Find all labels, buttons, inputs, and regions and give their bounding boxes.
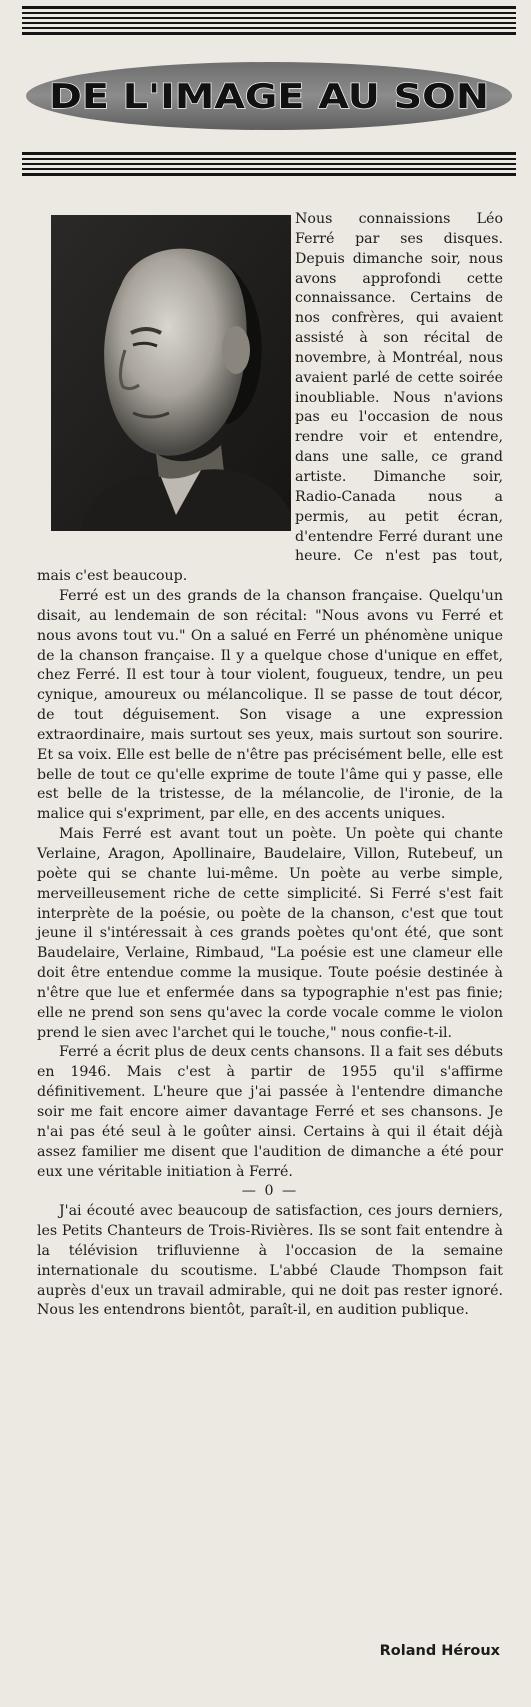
column-banner <box>24 60 514 132</box>
bottom-rules <box>22 152 516 182</box>
rule-line <box>22 173 516 176</box>
rule-line <box>22 27 516 29</box>
article-body <box>37 210 503 1321</box>
rule-line <box>22 32 516 35</box>
article-paragraph: J'ai écouté avec beaucoup de satisfaction, ces jours derniers, les Petits Chanteurs de Trois-Rivières. Ils se sont fait entendre à la télévision trifluvienne à l'occasion de la semaine internationale du scoutisme. L'abbé Claude Thompson fait auprès d'eux un travail admirable, qui ne doit pas rester ignoré. Nous les entendrons bientôt, paraît-il, en audition publique. <box>37 1203 503 1319</box>
rule-line <box>22 168 516 170</box>
rule-line <box>22 152 516 155</box>
article-paragraph: Mais Ferré est avant tout un poète. Un poète qui chante Verlaine, Aragon, Apollinaire, Baudelaire, Villon, Rutebeuf, un poète qui se chante lui-même. Un poète au verbe simple, merveilleusement riche de cette simplicité. Si Ferré s'est fait interprète de la poésie, ou poète de la chanson, c'est que tout jeune il s'intéressait à ces grands poètes qu'ont été, que sont Baudelaire, Verlaine, Rimbaud, "La poésie est une clameur elle doit être entendue comme la musique. Toute poésie destinée à n'être que lue et enfermée dans sa typographie n'est pas finie; elle ne prend son sens qu'avec la corde vocale comme le violon prend le sien avec l'archet qui le touche," nous confie-t-il. <box>37 826 503 1041</box>
rule-line <box>22 158 516 160</box>
rule-line <box>22 163 516 165</box>
author-signature: Roland Héroux <box>379 1643 500 1659</box>
rule-line <box>22 17 516 19</box>
rule-line <box>22 12 516 14</box>
banner-title: DE L'IMAGE AU SON <box>49 77 489 117</box>
photo-spacer <box>37 210 295 550</box>
top-rules <box>22 6 516 46</box>
rule-line <box>22 6 516 9</box>
article-paragraph: Ferré a écrit plus de deux cents chansons. Il a fait ses débuts en 1946. Mais c'est à partir de 1955 qu'il s'affirme définitivement. L'heure que j'ai passée à l'entendre dimanche soir me fait encore aimer davantage Ferré et ses chansons. Je n'ai pas été seul à le goûter ainsi. Certains à qui il était déjà assez familier me disent que l'audition de dimanche a été pour eux une véritable initiation à Ferré. <box>37 1044 503 1180</box>
rule-line <box>22 22 516 24</box>
section-separator: — 0 — <box>241 1183 299 1200</box>
article-paragraph: Nous connaissions Léo Ferré par ses disques. Depuis dimanche soir, nous avons approfondi cette connaissance. Certains de nos confrères, qui avaient assisté à son récital de novembre, à Montréal, nous avaient parlé de cette soirée inoubliable. Nous n'avions pas eu l'occasion de nous rendre voir et entendre, dans une salle, ce grand artiste. Dimanche soir, Radio-Canada nous a permis, au petit écran, d'entendre Ferré durant une heure. Ce n'est pas tout, mais c'est beaucoup. <box>37 211 503 585</box>
article-paragraph: Ferré est un des grands de la chanson française. Quelqu'un disait, au lendemain de son récital: "Nous avons vu Ferré et nous avons tout vu." On a salué en Ferré un phénomène unique de la chanson française. Il y a quelque chose d'unique en effet, chez Ferré. Il est tour à tour violent, fougueux, tendre, un peu cynique, amoureux ou mélancolique. Il se passe de tout décor, de tout déguisement. Son visage a une expression extraordinaire, mais surtout ses yeux, mais surtout son sourire. Et sa voix. Elle est belle de n'être pas précisément belle, elle est belle de tout ce qu'elle exprime de toute l'âme qui y passe, elle est belle de la tristesse, de la mélancolie, de l'ironie, de la malice qui s'expriment, par elle, en des accents uniques. <box>37 588 503 823</box>
